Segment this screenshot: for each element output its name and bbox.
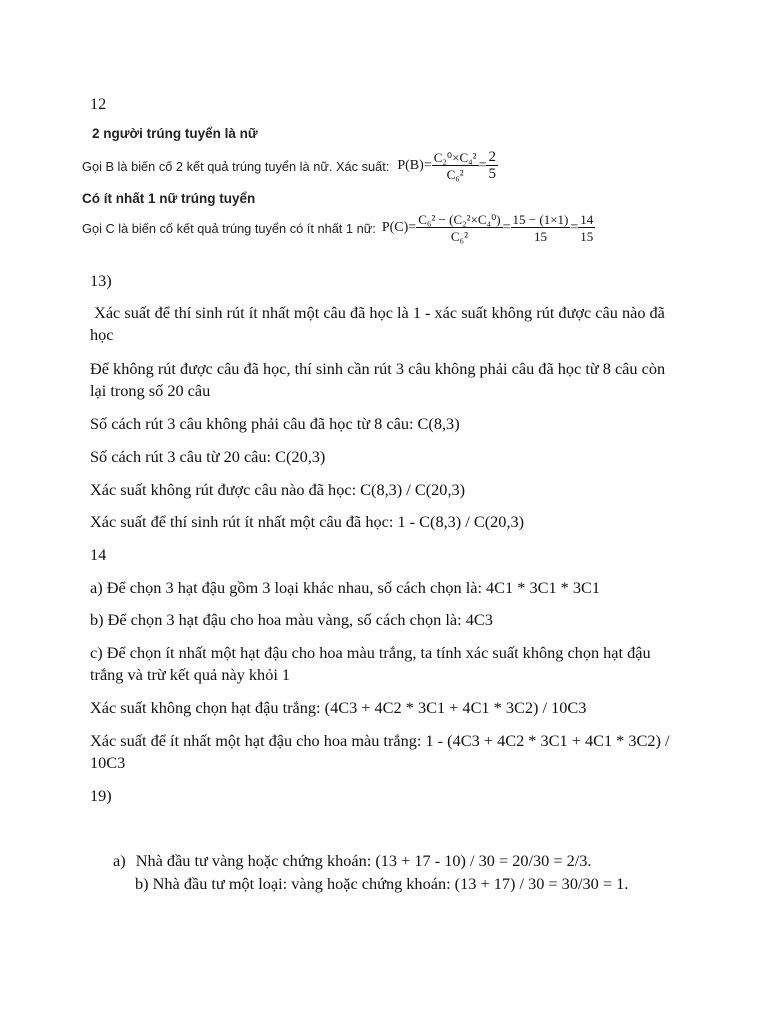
formula-b-num: C₂⁰×C₄² <box>433 150 477 165</box>
q12-line-c <box>82 206 595 250</box>
formula-c-mid-num: 15 − (1×1) <box>512 212 569 227</box>
q14-line-a: a) Để chọn 3 hạt đậu gồm 3 loại khác nhau, số cách chọn là: 4C1 * 3C1 * 3C1 <box>90 578 601 597</box>
q19-number: 19) <box>90 786 112 805</box>
formula-c: P(C)= $\frac{\text{C₆² − (C₂²×C₄⁰)}}{\text{C₆²}}$ = $\frac{15 - (1\times 1)}{15}$ = $\frac{14}{15}$ <box>381 212 594 244</box>
q13-line-4: Số cách rút 3 câu từ 20 câu: C(20,3) <box>90 447 326 466</box>
formula-b-den: C₆² <box>446 167 464 182</box>
q13-line-5: Xác suất không rút được câu nào đã học: C(8,3) / C(20,3) <box>90 480 466 499</box>
q19-item-a <box>113 850 713 872</box>
q14-line-d: Xác suất không chọn hạt đậu trắng: (4C3 + 4C2 * 3C1 + 4C1 * 3C2) / 10C3 <box>90 698 587 717</box>
q12-line-b-text: Gọi B là biến cố 2 kết quả trúng tuyển là nữ. Xác suất: <box>82 158 390 174</box>
q12-line-c-text: Gọi C là biến cố kết quả trúng tuyển có ít nhất 1 nữ: <box>82 220 376 236</box>
formula-b-result-den: 5 <box>488 166 496 182</box>
formula-c-result-den: 15 <box>580 229 594 244</box>
q19-item-b: b) Nhà đầu tư một loại: vàng hoặc chứng khoán: (13 + 17) / 30 = 30/30 = 1. <box>135 874 629 893</box>
q14-line-b: b) Để chọn 3 hạt đậu cho hoa màu vàng, số cách chọn là: 4C3 <box>90 610 493 629</box>
formula-b-result-num: 2 <box>488 149 496 165</box>
formula-c-den: C₆² <box>450 229 468 244</box>
q14-line-c: c) Để chọn ít nhất một hạt đậu cho hoa màu trắng, ta tính xác suất không chọn hạt đậu trắng và trừ kết quả này khỏi 1 <box>90 643 651 684</box>
formula-b-lhs: P(B) <box>397 158 424 174</box>
q12-heading-c: Có ít nhất 1 nữ trúng tuyển <box>82 191 256 206</box>
q13-line-1: Xác suất để thí sinh rút ít nhất một câu đã học là 1 - xác suất không rút được câu nào đã học <box>90 303 669 344</box>
q19-item-a-marker: a) <box>113 851 126 870</box>
q14-line-e: Xác suất để ít nhất một hạt đậu cho hoa màu trắng: 1 - (4C3 + 4C2 * 3C1 + 4C1 * 3C2) / 10C3 <box>90 731 670 772</box>
formula-c-lhs: P(C) <box>381 220 409 236</box>
q13-line-3: Số cách rút 3 câu không phải câu đã học từ 8 câu: C(8,3) <box>90 414 460 433</box>
q13-number: 13) <box>90 271 112 290</box>
q13-line-6: Xác suất để thí sinh rút ít nhất một câu đã học: 1 - C(8,3) / C(20,3) <box>90 512 525 531</box>
q12-line-b <box>82 144 498 188</box>
formula-b: P(B)= $\frac{\text{C₂⁰×C₄²}}{\text{C₆²}}$ = $\frac{2}{5}$ <box>397 149 496 182</box>
formula-c-result-num: 14 <box>580 212 594 227</box>
formula-c-mid-den: 15 <box>533 229 547 244</box>
q14-number: 14 <box>90 545 107 564</box>
formula-c-num: C₆² − (C₂²×C₄⁰) <box>418 212 501 227</box>
q12-heading-b: 2 người trúng tuyển là nữ <box>92 126 258 141</box>
q12-number: 12 <box>90 94 107 113</box>
q19-item-a-text: Nhà đầu tư vàng hoặc chứng khoán: (13 + 17 - 10) / 30 = 20/30 = 2/3. <box>135 851 592 870</box>
q13-line-2: Để không rút được câu đã học, thí sinh cần rút 3 câu không phải câu đã học từ 8 câu còn lại trong số 20 câu <box>90 359 666 400</box>
